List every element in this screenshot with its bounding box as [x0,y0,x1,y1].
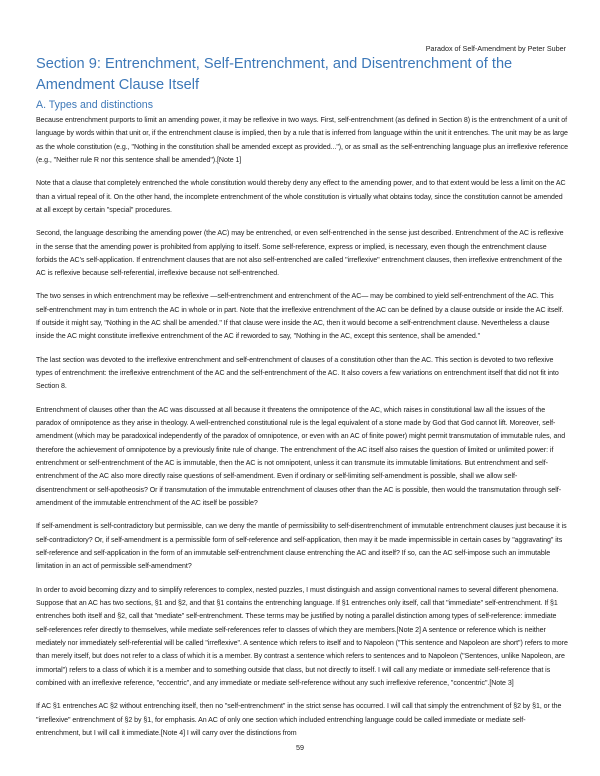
paragraph: Second, the language describing the amending power (the AC) may be entrenched, or even self-entrenched in the sense just described. Entrenchment of the AC is reflexive in the sense that the amending power is prohibited from applying to itself. Some self-reference, express or implied, is necessary, even though the entrenchment clause forbids the AC's self-application. If entrenchment clauses that are not also self-entrenched are called "irreflexive" entrenchment clauses, then irreflexive entrenchment of the AC is reflexive because self-referential, irreflexive because not self-entrenched. [36,230,564,278]
section-title: Section 9: Entrenchment, Self-Entrenchment, and Disentrenchment of the Amendment Clause Itself [36,56,513,93]
subsection-title: A. Types and distinctions [36,99,153,111]
paragraph: Note that a clause that completely entrenched the whole constitution would thereby deny any effect to the amending power, and to that extent would be less a limit on the AC than a virtual repeal of it. On the other hand, the incomplete entrenchment of the whole constitution is virtually what obtains today, since the constitution cannot be amended at all except by certain "special" procedures. [36,180,566,214]
body-text [36,114,568,750]
paragraph: If self-amendment is self-contradictory but permissible, can we deny the mantle of permissibility to self-disentrenchment of immutable entrenchment clauses just because it is self-contradictory? Or, if self-amendment is a permissible form of self-reference and self-application, then may it be made impermissible in certain cases by "aggravating" its self-reference and self-application in the form of an immutable self-entrenchment clause entrenching the AC and itself? If so, can the AC self-impose such an immutable limitation in an act of permissible self-amendment? [36,523,567,571]
paragraph: In order to avoid becoming dizzy and to simplify references to complex, nested puzzles, I must distinguish and assign conventional names to several different phenomena. Suppose that an AC has two sections, §1 and §2, and that §1 contains the entrenching language. If §1 entrenches only itself, call that "immediate" self-entrenchment. If §1 entrenches both itself and §2, call that "mediate" self-entrenchment. These terms may be justified by noting a parallel distinction among types of self-reference: immediate self-references refer directly to themselves, while mediate self-references refer to classes of which they are members.[Note 2] A sentence or reference which is neither mediately nor immediately self-referential will be called "irreflexive". A sentence which refers to itself and to Napoleon ("This sentence and Napoleon are short") refers to more than merely itself, but does not refer to a class of which it is a member. By contrast a sentence which refers to sentences and to Napoleon ("Sentences, unlike Napoleon, are immortal") refers to a class of which it is a member and to something outside that class, but not directly to itself. I will call any mediate or immediate self-reference that is combined with an irreflexive reference, "eccentric", and any immediate or mediate self-reference without any such irreflexive reference, "concentric".[Note 3] [36,586,568,687]
paragraph: If AC §1 entrenches AC §2 without entrenching itself, then no "self-entrenchment" in the strict sense has occurred. I will call that simply the entrenchment of §2 by §1, or the "irreflexive" entrenchment of §2 by §1, for emphasis. An AC of only one section which included entrenching language could be called immediate or mediate self-entrenchment, but I will call it immediate.[Note 4] I will carry over the distinctions from [36,703,562,737]
paragraph: Entrenchment of clauses other than the AC was discussed at all because it threatens the omnipotence of the AC, which raises in constitutional law all the issues of the paradox of omnipotence as they arise in theology. A well-entrenched constitutional rule is the legal equivalent of a stone made by God that God cannot lift. Moreover, self-amendment (which may be paradoxical independently of the paradox of omnipotence, or even with an AC of finite power) might permit transmutation of immutable rules, and therefore the achievement of omnipotence by a previously finite rule of change. The entrenchment of the AC itself also raises the question of limited or unlimited power: if entrenchment or self-entrenchment of the AC is immutable, then the AC is not omnipotent, unless it can transmute its immutable limitations. But entrenchment and self-entrenchment of the AC also more directly raise questions of self-amendment. Even if ordinary or self-limiting self-amendment is possible, shall we allow self-disentrenchment or self-apotheosis? Or if transmutation of the immutable entrenchment of clauses other than the AC is possible, then would the transmutation through self-amendment of the immutable entrenchment of the AC itself be possible? [36,406,566,508]
paragraph: The last section was devoted to the irreflexive entrenchment and self-entrenchment of clauses of a constitution other than the AC. This section is devoted to two reflexive types of entrenchment: the irreflexive entrenchment of the AC and the self-entrenchment of the AC. It also covers a few variations on entrenchment itself that did not fit into Section 8. [36,356,559,391]
page-number: 59 [296,743,304,752]
paragraph: Because entrenchment purports to limit an amending power, it may be reflexive in two ways. First, self-entrenchment (as defined in Section 8) is the entrenchment of a unit of language by words within that unit or, if the entrenchment clause is implied, then by a rule that is inferred from language within the unit it entrenches. The unit may be as large as the whole constitution (e.g., "Nothing in the constitution shall be amended except as provided..."), or as small as the self-entrenching language plus an irreflexive reference (e.g., "Neither rule R nor this sentence shall be amended").[Note 1] [36,117,568,165]
running-head: Paradox of Self-Amendment by Peter Suber [425,44,566,53]
paragraph: The two senses in which entrenchment may be reflexive —self-entrenchment and entrenchment of the AC— may be combined to yield self-entrenchment of the AC. This self-entrenchment may in turn entrench the AC in whole or in part. Note that the irreflexive entrenchment of the AC can be defined by a clause outside or inside the AC itself. If outside it might say, "Nothing in the AC shall be amended." If that clause were inside the AC, then it would become a self-entrenchment clause. Nevertheless a clause inside the AC might constitute irreflexive entrenchment of the AC if reworded to say, "Nothing in the AC, except this sentence, shall be amended." [36,293,564,341]
